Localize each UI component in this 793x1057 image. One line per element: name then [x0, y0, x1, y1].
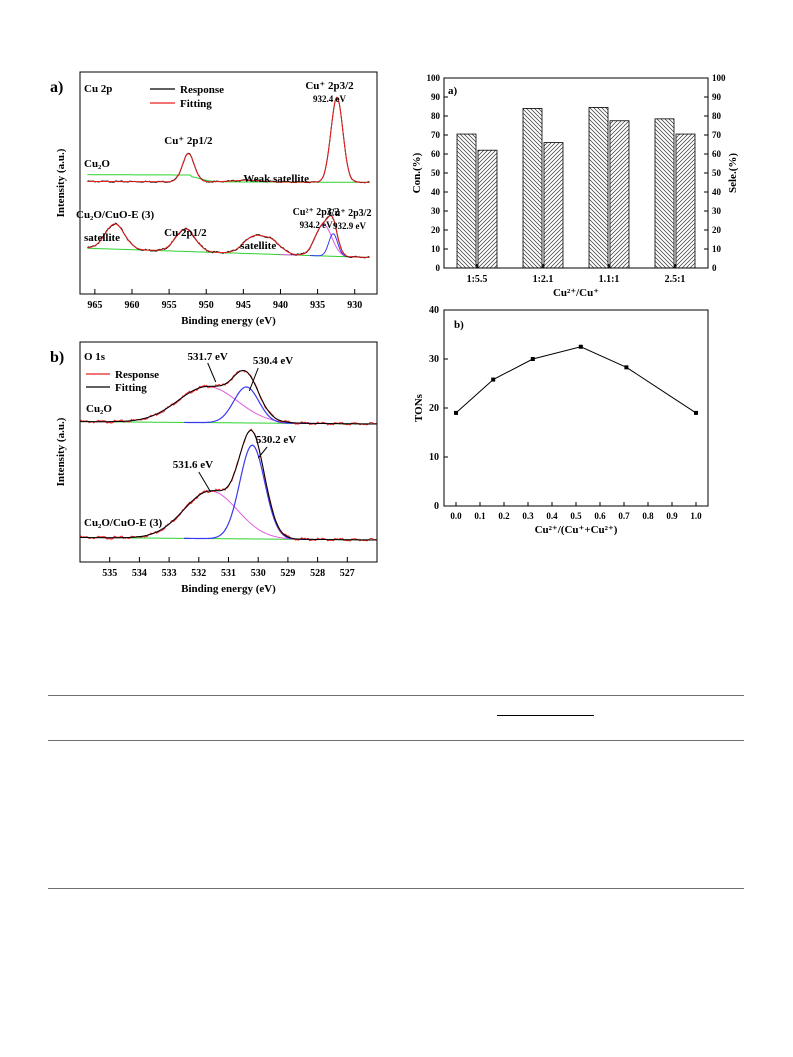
annotation-cuplus-2p12: Cu⁺ 2p1/2 [164, 135, 213, 147]
xps-o1s-chart [40, 338, 390, 594]
tons-line-panel [408, 300, 758, 550]
annotation-weak-satellite: Weak satellite [243, 173, 310, 185]
panel-label: a) [448, 85, 458, 97]
sample-label-cu2o: Cu₂O [84, 158, 110, 170]
corner-label: O 1s [84, 351, 106, 363]
lattice-oxygen-curve-cu2o [184, 387, 318, 424]
x-tick-label-4: 0.4 [546, 511, 558, 521]
annotation-arrow-bottom-1 [199, 472, 211, 492]
x-tick-label-2: 0.2 [498, 511, 510, 521]
x-tick-label-7: 528 [310, 568, 326, 579]
x-tick-label-8: 0.8 [642, 511, 654, 521]
y-axis-label: Intensity (a.u.) [55, 148, 67, 218]
y-tick-label-right-5: 50 [712, 168, 721, 178]
y-tick-label-left-2: 20 [431, 225, 440, 235]
y-tick-label-left-1: 10 [431, 244, 440, 254]
panel-label: a) [50, 79, 64, 96]
legend-label-fitting: Fitting [115, 382, 147, 394]
x-tick-label-7: 930 [347, 300, 363, 311]
panel-label: b) [454, 319, 464, 331]
y-axis-label: TONs [413, 394, 425, 422]
annotation-cuplus-2p32-b: Cu⁺ 2p3/2 [327, 208, 372, 219]
bar-sele-3 [676, 134, 695, 268]
y-tick-label-3: 30 [429, 354, 439, 365]
annotation-top-peak-1: 531.7 eV [187, 351, 228, 363]
y-tick-label-4: 40 [429, 305, 439, 316]
x-tick-label-5: 940 [272, 300, 288, 311]
y-tick-label-left-3: 30 [431, 206, 440, 216]
x-tick-label-6: 0.6 [594, 511, 606, 521]
y-tick-label-left-10: 100 [426, 73, 440, 83]
bar-sele-1 [544, 143, 563, 268]
x-tick-label-0: 1:5.5 [466, 274, 488, 285]
x-tick-label-2: 955 [161, 300, 177, 311]
y-tick-label-left-0: 0 [435, 263, 440, 273]
y-tick-label-left-6: 60 [431, 149, 440, 159]
y-tick-label-right-9: 90 [712, 92, 721, 102]
y-tick-label-1: 10 [429, 452, 439, 463]
corner-label: Cu 2p [84, 83, 113, 95]
annotation-cu2plus-2p32-ev: 934.2 eV [299, 220, 333, 230]
tons-point-3 [579, 345, 583, 349]
x-axis-label: Binding energy (eV) [181, 583, 276, 595]
x-axis-label: Binding energy (eV) [181, 315, 276, 327]
bar-con-0 [457, 134, 476, 268]
tons-line-chart [408, 300, 758, 550]
y-tick-label-right-2: 20 [712, 225, 721, 235]
x-tick-label-4: 531 [221, 568, 236, 579]
y-axis-label-right: Sele.(%) [727, 152, 739, 194]
annotation-bottom-peak-1: 531.6 eV [172, 459, 214, 471]
x-tick-label-3: 0.3 [522, 511, 534, 521]
xps-cu2p-panel [40, 66, 390, 326]
annotation-cuplus-2p32-b-ev: 932.9 eV [333, 221, 367, 231]
x-tick-label-9: 0.9 [666, 511, 678, 521]
x-tick-label-3: 532 [191, 568, 207, 579]
background-curve-cu2o-cuo [87, 248, 369, 257]
sample-label-cu2o-cuo: Cu₂O/CuO-E (3) [76, 209, 155, 221]
y-tick-label-right-10: 100 [712, 73, 726, 83]
x-tick-label-6: 935 [310, 300, 326, 311]
table-rule-middle [48, 740, 744, 741]
annotation-arrow-top-1 [208, 363, 216, 382]
legend-label-response: Response [180, 84, 225, 96]
y-tick-label-right-7: 70 [712, 130, 721, 140]
annotation-satellite-left: satellite [84, 232, 121, 244]
xps-cu2p-chart [40, 66, 390, 326]
y-tick-label-left-9: 90 [431, 92, 440, 102]
y-tick-label-0: 0 [434, 501, 439, 512]
x-tick-label-0: 965 [87, 300, 103, 311]
annotation-cuplus-2p32-ev: 932.4 eV [312, 94, 346, 104]
annotation-cu-2p12: Cu 2p1/2 [164, 227, 207, 239]
y-tick-label-left-7: 70 [431, 130, 440, 140]
x-tick-label-1: 534 [131, 568, 147, 579]
x-tick-label-0: 0.0 [450, 511, 462, 521]
x-tick-label-7: 0.7 [618, 511, 630, 521]
y-tick-label-left-4: 40 [431, 187, 440, 197]
tons-point-2 [531, 357, 535, 361]
annotation-cu2plus-2p32: Cu²⁺ 2p3/2 [292, 207, 340, 218]
panel-label: b) [50, 349, 65, 366]
bar-con-3 [655, 119, 674, 268]
tons-point-1 [491, 378, 495, 382]
conversion-selectivity-bar-chart [408, 70, 758, 310]
legend-label-fitting: Fitting [180, 98, 212, 110]
plot-frame [80, 72, 377, 294]
x-tick-label-5: 0.5 [570, 511, 582, 521]
x-tick-label-1: 960 [124, 300, 140, 311]
x-tick-label-3: 2.5:1 [664, 274, 686, 285]
tons-point-5 [694, 411, 698, 415]
y-tick-label-left-8: 80 [431, 111, 440, 121]
sample-label-cu2o: Cu₂O [86, 403, 112, 415]
tons-point-0 [454, 411, 458, 415]
xps-o1s-panel [40, 338, 390, 594]
y-tick-label-right-1: 10 [712, 244, 721, 254]
x-tick-label-1: 0.1 [474, 511, 486, 521]
x-tick-label-10: 1.0 [690, 511, 702, 521]
y-tick-label-2: 20 [429, 403, 439, 414]
conversion-selectivity-bar-panel [408, 70, 758, 310]
y-tick-label-right-4: 40 [712, 187, 721, 197]
fitting-curve-cu2o [87, 97, 369, 182]
y-tick-label-right-0: 0 [712, 263, 717, 273]
x-tick-label-2: 1.1:1 [598, 274, 620, 285]
cuplus-component-curve [310, 234, 355, 257]
plot-frame [444, 310, 708, 506]
adsorbed-oxygen-curve-cu2o-cuo [95, 491, 333, 540]
y-axis-label-left: Con.(%) [411, 152, 423, 194]
x-axis-label: Cu²⁺/(Cu⁺+Cu²⁺) [534, 524, 618, 536]
x-tick-label-6: 529 [280, 568, 296, 579]
annotation-cuplus-2p32: Cu⁺ 2p3/2 [305, 80, 354, 92]
y-tick-label-right-3: 30 [712, 206, 721, 216]
x-tick-label-4: 945 [235, 300, 251, 311]
response-curve-cu2o [87, 98, 369, 183]
annotation-bottom-peak-2: 530.2 eV [255, 434, 297, 446]
tons-point-4 [624, 365, 628, 369]
bar-con-2 [589, 107, 608, 268]
sample-label-cu2o-cuo: Cu₂O/CuO-E (3) [84, 517, 163, 529]
x-tick-label-8: 527 [339, 568, 355, 579]
y-axis-label: Intensity (a.u.) [55, 417, 67, 487]
y-tick-label-right-8: 80 [712, 111, 721, 121]
y-tick-label-left-5: 50 [431, 168, 440, 178]
x-axis-label: Cu²⁺/Cu⁺ [552, 287, 600, 299]
annotation-satellite-mid: satellite [240, 240, 277, 252]
annotation-top-peak-2: 530.4 eV [252, 355, 294, 367]
bar-sele-0 [478, 150, 497, 268]
bar-sele-2 [610, 121, 629, 268]
table-rule-bottom [48, 888, 744, 889]
x-tick-label-1: 1:2.1 [532, 274, 554, 285]
x-tick-label-0: 535 [102, 568, 118, 579]
y-tick-label-right-6: 60 [712, 149, 721, 159]
x-tick-label-3: 950 [198, 300, 214, 311]
bar-con-1 [523, 108, 542, 268]
x-tick-label-2: 533 [161, 568, 177, 579]
x-tick-label-5: 530 [250, 568, 266, 579]
legend-label-response: Response [115, 369, 160, 381]
table-column-underline [497, 715, 594, 716]
table-rule-top [48, 695, 744, 696]
